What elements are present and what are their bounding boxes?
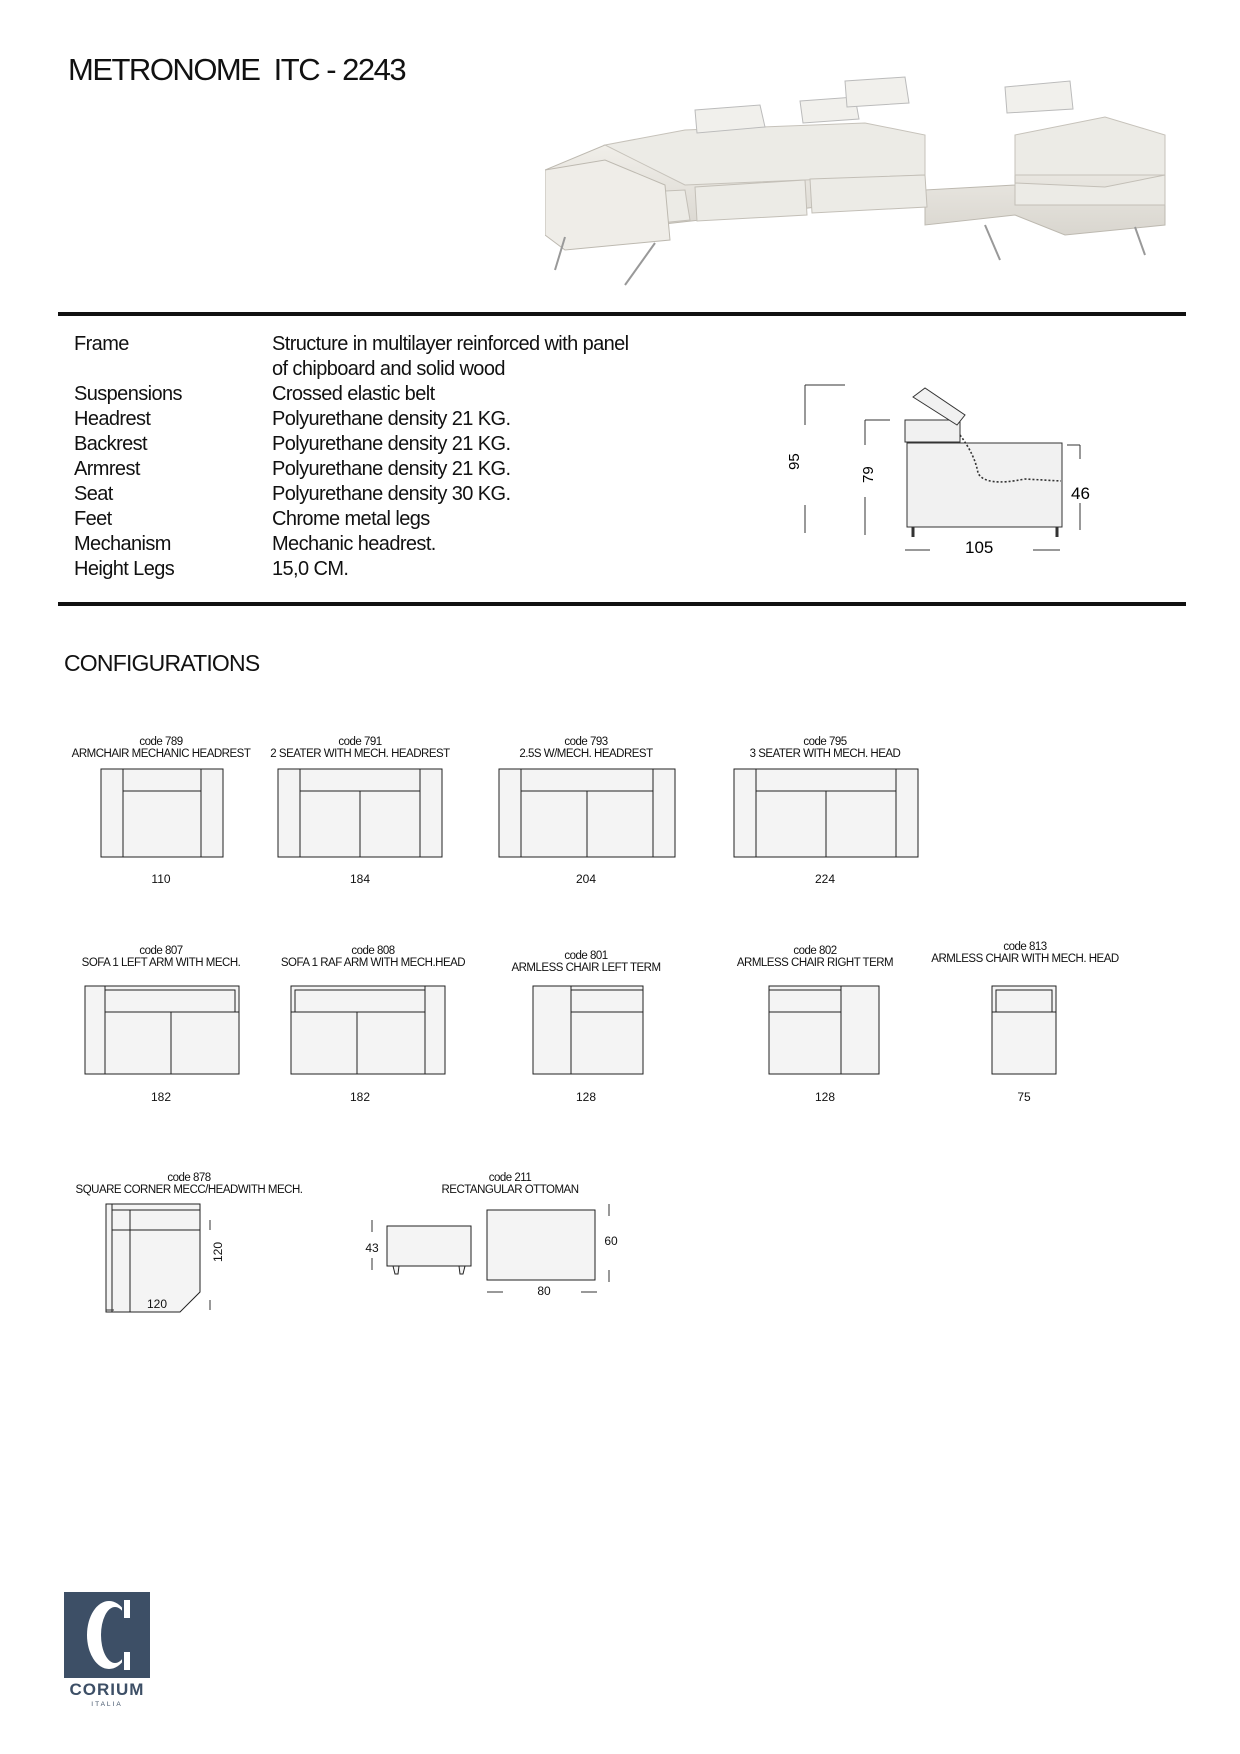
module-795-drawing bbox=[733, 768, 919, 858]
module-802-drawing bbox=[768, 985, 880, 1075]
module-label: code 813 ARMLESS CHAIR WITH MECH. HEAD bbox=[931, 941, 1119, 965]
module-depth: 60 bbox=[604, 1234, 618, 1248]
configurations-title: CONFIGURATIONS bbox=[64, 650, 260, 676]
bottom-rule bbox=[58, 602, 1186, 606]
module-label: code 801 ARMLESS CHAIR LEFT TERM bbox=[511, 950, 661, 974]
module-label: code 807 SOFA 1 LEFT ARM WITH MECH. bbox=[81, 945, 241, 969]
module-808-drawing bbox=[290, 985, 446, 1075]
module-width: 182 bbox=[349, 1090, 371, 1104]
logo-subtitle: ITALIA bbox=[91, 1701, 123, 1708]
spec-table bbox=[74, 332, 692, 582]
module-width: 120 bbox=[146, 1297, 168, 1311]
module-211-drawing bbox=[365, 1200, 618, 1300]
sofa-product-image bbox=[545, 75, 1175, 295]
module-width: 128 bbox=[814, 1090, 836, 1104]
module-label: code 789 ARMCHAIR MECHANIC HEADREST bbox=[71, 736, 251, 760]
module-789-drawing bbox=[100, 768, 224, 858]
spec-row: Seat Polyurethane density 30 KG. bbox=[74, 483, 511, 505]
spec-row: Headrest Polyurethane density 21 KG. bbox=[74, 408, 511, 430]
module-width: 110 bbox=[151, 872, 171, 886]
top-rule bbox=[58, 312, 1186, 316]
corium-logo-icon bbox=[64, 1592, 150, 1678]
module-label: code 795 3 SEATER WITH MECH. HEAD bbox=[749, 736, 901, 760]
module-width: 128 bbox=[575, 1090, 597, 1104]
module-width: 182 bbox=[150, 1090, 172, 1104]
module-width: 204 bbox=[575, 872, 597, 886]
dim-total-height: 95 bbox=[786, 453, 803, 470]
module-label: code 808 SOFA 1 RAF ARM WITH MECH.HEAD bbox=[280, 945, 466, 969]
module-width: 224 bbox=[814, 872, 836, 886]
dim-back-height: 79 bbox=[860, 466, 877, 483]
spec-row: of chipboard and solid wood bbox=[272, 358, 505, 380]
module-801-drawing bbox=[532, 985, 644, 1075]
spec-row: Frame Structure in multilayer reinforced with panel bbox=[74, 333, 629, 355]
spec-row: Feet Chrome metal legs bbox=[74, 508, 430, 530]
module-813-drawing bbox=[991, 985, 1057, 1075]
module-height: 43 bbox=[365, 1241, 379, 1255]
spec-row: Backrest Polyurethane density 21 KG. bbox=[74, 433, 511, 455]
module-807-drawing bbox=[84, 985, 240, 1075]
module-width: 75 bbox=[1017, 1090, 1031, 1104]
module-793-drawing bbox=[498, 768, 676, 858]
module-label: code 878 SQUARE CORNER MECC/HEADWITH MECH. bbox=[75, 1172, 303, 1196]
module-width: 184 bbox=[349, 872, 371, 886]
module-depth: 120 bbox=[211, 1241, 226, 1263]
module-label: code 791 2 SEATER WITH MECH. HEADREST bbox=[270, 736, 450, 760]
spec-row: Armrest Polyurethane density 21 KG. bbox=[74, 458, 511, 480]
logo-wordmark: CORIUM bbox=[69, 1680, 145, 1699]
module-width: 80 bbox=[537, 1284, 551, 1298]
module-791-drawing bbox=[277, 768, 443, 858]
page-title: METRONOME ITC - 2243 bbox=[68, 52, 406, 87]
spec-row: Mechanism Mechanic headrest. bbox=[74, 533, 436, 555]
side-profile-diagram bbox=[785, 375, 1105, 560]
dim-depth: 105 bbox=[965, 538, 994, 557]
module-label: code 211 RECTANGULAR OTTOMAN bbox=[441, 1172, 579, 1196]
spec-row: Height Legs 15,0 CM. bbox=[74, 558, 349, 580]
spec-row: Suspensions Crossed elastic belt bbox=[74, 383, 435, 405]
dim-seat-height: 46 bbox=[1071, 484, 1090, 503]
module-label: code 793 2.5S W/MECH. HEADREST bbox=[519, 736, 653, 760]
module-label: code 802 ARMLESS CHAIR RIGHT TERM bbox=[736, 945, 894, 969]
